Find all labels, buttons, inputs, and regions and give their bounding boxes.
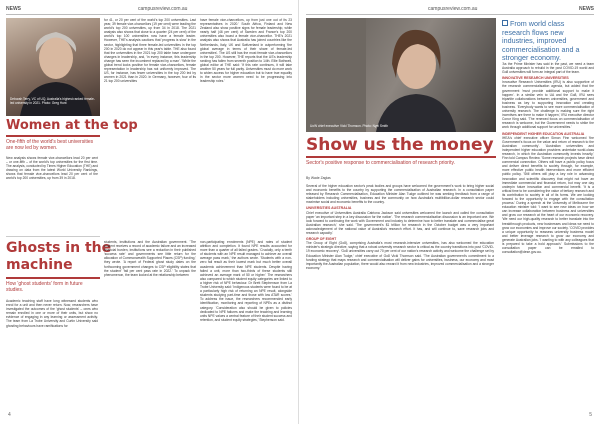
header-rule [6, 14, 292, 15]
deborah-terry-photo [6, 18, 100, 116]
site-url[interactable]: campusreview.com.au [138, 6, 188, 12]
paragraph: IHEA's chief executive officer Simon Finn welcomed 'the Government's focus on the value and return of research to the Australian community'. 'Australian universities and independent higher education providers undertake world-class research, in which the Australian community invests heavily,' Finn told Campus Review. 'Some research projects have direct commercial connection. Others will have a public policy focus and deliver direct benefits to society through, for example, more effective public health interventions and more efficient public policy. 'Still others will play a key role in advancing innovation and scientific discovery that might not have an immediate commercial and financial return, but may one day underpin future innovation and commercial benefit. 'It is a critical time to be considering the value of tertiary research and its contribution to society in all of its forms. We are looking forward to the opportunity to engage with the consultation process.' During a speech at the University of Melbourne the education minister told: 'I want to see new ideas on how we can increase collaboration between business and universities and grow our research at the heart of our economic recovery. 'We need our high-quality research to better translate into the breakthrough products, new businesses and ideas we need to grow our economies and improve our society. 'COVID provides a unique opportunity to reassess university business model and better leverage research to grow our economy and generate Australian jobs. 'I wanting to with any colleagues that is prepared to take a bold approach.' Submissions to the consultation paper can be emailed to consultation@dese.gov.au. [502, 135, 594, 255]
ghosts-title-line1: Ghosts in the [6, 240, 112, 256]
pull-quote [502, 20, 594, 63]
paragraph: Innovative Research Universities (IRU) is also supportive of the research commercialisation agenda, but added that the government 'must provide additional support to make it happen'. In a similar vein to UA and the Go8, IRU sees tripartite collaborations between universities, government and business as key to supporting innovation and creating business. 'Everybody wants to see more commercialisation of university research. The challenge is making sure the right incentives are there to make it happen,' IRU executive director Conor King said. 'The renewed focus on commercialisation of research is welcome, but the Government needs to strike the work through additional support for universities.' [502, 80, 594, 130]
ghosts-column-1: Academic teaching staff have long witnessed students who enrol for a unit and then never return. Now, researchers have investigated the outcomes of the 'ghost students' – ones who remain enrolled in one or more of their units, but show no evidence of engaging in any learning or assessment activity. The team from La Trobe University and Curtin University said ghosting behaviours have ramifications for [6, 299, 98, 328]
subheading: INNOVATIVE RESEARCH UNIVERSITIES [502, 76, 569, 81]
title-bar [6, 277, 100, 279]
right-page [300, 0, 600, 424]
title-bar [6, 135, 100, 137]
section-divider [6, 236, 100, 237]
page-number: 4 [8, 412, 11, 418]
women-column-1: New analysis shows female vice-chancellors lead 20 per cent – or one-fifth – of the world's top universities for the first time. The analysis, conducted by Times Higher Education (THE) and drawing on data from the latest World University Rankings, shows that female vice-chancellors lead 20 per cent of the world's top 200 universities, up from 39 in 2018. [6, 156, 98, 181]
women-title: Women at the top [6, 118, 138, 133]
ghosts-subtitle: How 'ghost students' form in future studies. [6, 281, 83, 293]
paragraph: Several of the higher education sector's peak bodies and groups have welcomed the government's work to bring higher social and economic benefits to the country by supporting the commercialisation of Australian research. In a consultation paper released by Research Commercialisation, Education Minister Alan Tudge outlined he was seeking feedback from a range of stakeholders including universities, business and the community on how Australia's multibillion-dollar research sector could maximise social and economic benefits to the country. [306, 184, 494, 205]
byline: By Wade Zaglas [306, 176, 331, 180]
photo-caption: UoW chief executive Vicki Thomson. Photo: Nyei Smith [310, 124, 389, 128]
article-subtitle: Sector's positive response to commercialisation of research priority. [306, 160, 455, 166]
article-title: Show us the money [306, 135, 494, 155]
paragraph: The Group of Eight (Go8), comprising Australia's most research-intensive universities, has also welcomed the education minister's strategic directive, saying that a robust university research sector is critical as the country transitions into post 'COVID-19 economic recovery'. 'Go8 universities carry out 70 per cent of our nation's research activity and welcome the challenge set by Education Minister Alan Tudge,' chief executive of Go8 Vicki Thomson said. 'The Australian government's commitment to a funding strategy that maps research and commercialisation will deliver gains for universities, business, our economy and most importantly the Australian population, there would also reward it from new industries, improved commercialisation and a stronger economy.' [306, 241, 494, 270]
photo-caption: Deborah Terry, VC of UQ, Australia's highest ranked female-led university in 2021. Photo: Greg Hunt [10, 97, 95, 105]
quote-icon [502, 20, 508, 26]
header-rule [306, 14, 594, 15]
site-url[interactable]: campusreview.com.au [428, 6, 478, 12]
women-subtitle: One-fifth of the world's best universities are now led by women. [6, 139, 94, 151]
article-column-1 [306, 184, 494, 408]
article-column-2 [502, 62, 594, 408]
section-header: NEWS [579, 6, 594, 12]
section-header: NEWS [6, 6, 21, 12]
subheading: GROUP OF EIGHT [306, 237, 337, 242]
left-page [0, 0, 299, 424]
subheading: UNIVERSITIES AUSTRALIA [306, 206, 352, 211]
ghosts-column-3: non-participating enrolments (NPE) and rates of student attrition and completion. It found NPE results accounted for more than a quarter of all failed grades. 'Crucially, only a tenth of students with an NPE result managed to achieve an overall average pass mark,' the authors wrote. 'Students with a non-zero fail result as their lowest mark but much better overall academic achievement than NPE students. Despite having failed a unit, more than two-thirds of these students still achieved an average mark of 50 or higher.' The researchers also compared to which student equity categories are linked to a higher risk of NPE behaviour. Dr Brett Stephenson from La Trobe University said: 'Indigenous students were found to be at a particularly high risk of returning an NPE result, alongside students studying part-time and those with low ATAR scores.' To address the issue, the researchers recommended early identification, monitoring and reporting of NPEs as a distinct category. 'Consideration also should be given to policies dedicated to NPE failures and make the teaching and learning units NPE values a central feature of their student success and retention, and student equity strategies,' Stephenson said. [200, 240, 292, 322]
ghosts-title-line2: machine [6, 257, 73, 273]
paragraph: Chief executive of Universities Australia Catriona Jackson said universities welcomed the launch and called the consultation paper 'an important step in a key discussion for the nation'. 'The research commercialisation discussion is an important one. We look forward to continuing the work with Government and industry to determine how to better translate and commercialise great Australian research,' she said. 'The government's $1 trillion for research in the October budget was a very important acknowledgement of the national value of Australia's research effort. It has, and will continue to, save research jobs and research capacity.' [306, 210, 494, 236]
women-column-3: have female vice-chancellors, up from just one out of its 23 representatives in 2020.' South Africa, Finland and New Zealand also show positive signs for female leadership, while nearly half (46 per cent) of Sweden and France's top 200 universities also boast a female vice-chancellor. THE's 2021 analysis also shows that Australia has joined countries like the Netherlands, Italy, UK and Switzerland in outperforming 'the global average in terms of their share of female-led universities'. The US still has the most female vice-chancellors in the top 200. However, THE reports that the US's leadership ranking has fallen from seventh position to 14th. Ellie Bothwell, global editor at THE said: 'If this rate continues, it will take another 50 years for full parity. Universities must do more work to widen access for higher education but to have true equality in the sector more women need to be progressing into leadership roles.' [200, 18, 292, 84]
subheading: INDEPENDENT HIGHER EDUCATION AUSTRALIA [502, 131, 585, 136]
pull-quote-text: From world class research flows new industries, improved commercialisation and a stronger economy. [502, 19, 580, 63]
women-column-2: for 41, or 20 per cent of the world's top 200 universities. Last year, 39 female vice-chancellors (19 per cent) were leading the world's top 200 universities, up from 34 in 2018. The 2021 analysis also shows that close to a quarter (24 per cent) of the world's top 100 universities now have a female leader. However, THE's analysis cautions that 'progress is slow' in the sector, highlighting that three female-led universities in the top 200 in 2020 do not appear in this year's table. THE also found that the universities in the 2021 top 200 table have undergone changes in leadership, and, 'in every instance, this leadership change has seen the incumbent replaced by a man'. 'While the global trend looks positive for female vice-chancellors, female representation in leadership has not uniformly improved. The US, for instance, has fewer universities in the top 200 led by women in 2021 than in 2020. In Germany, however, four of its 21 top 200 universities [104, 18, 196, 84]
portrait-illustration [306, 18, 496, 132]
title-bar [306, 156, 496, 158]
vicki-thomson-photo [306, 18, 496, 132]
page-number: 5 [589, 412, 592, 418]
paragraph: 'As the Prime Minister has said in the past, we need a team Australia approach to rebuild in the post COVID-19 world and Go8 universities will form an integral part of the team. [502, 62, 594, 75]
ghosts-column-2: students, institutions and the Australian government. 'The student receives a record of academic failure and an increased financial burden, institutions see a reduction in their published 'success rate' and governments see little return for the allocation of Commonwealth Supported Places (CSP) funding,' they wrote. 'A report of Federal ghost study dates on the forthcoming government changes to CSP eligibility states that the student' 'fail per cent pass rate in 2022.' To unpack the phenomenon, the team looked at the relationship between [104, 240, 196, 277]
